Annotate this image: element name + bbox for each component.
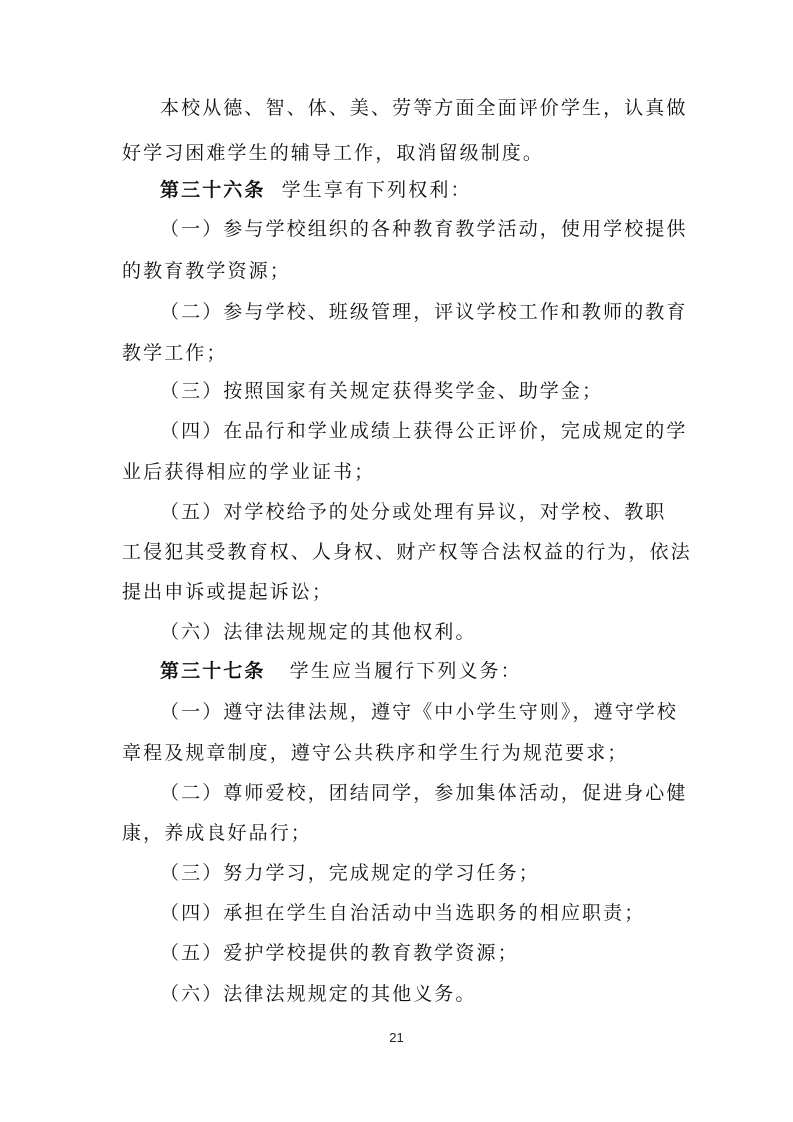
page-number: 21 [389, 1030, 404, 1045]
article-37-title: 学生应当履行下列义务： [289, 660, 522, 682]
article-37-line-7: （五）爱护学校提供的教育教学资源； [160, 942, 519, 964]
article-37-line-1: （一）遵守法律法规，遵守《中小学生守则》，遵守学校 [160, 701, 679, 723]
article-36-line-11: （六）法律法规规定的其他权利。 [160, 621, 477, 643]
article-36-line-10: 提出申诉或提起诉讼； [122, 581, 334, 603]
article-37-heading [160, 659, 522, 683]
article-37-line-6: （四）承担在学生自治活动中当选职务的相应职责； [160, 902, 646, 924]
article-36-title: 学生享有下列权利： [281, 179, 472, 201]
article-36-heading [160, 178, 472, 202]
article-36-line-9: 工侵犯其受教育权、人身权、财产权等合法权益的行为，依法 [122, 541, 692, 563]
article-36-line-7: 业后获得相应的学业证书； [122, 461, 376, 483]
article-36-line-5: （三）按照国家有关规定获得奖学金、助学金； [160, 380, 604, 402]
article-37-line-4: 康，养成良好品行； [122, 822, 312, 844]
article-37-line-3: （二）尊师爱校，团结同学，参加集体活动，促进身心健 [160, 782, 688, 804]
article-36-label: 第三十六条 [160, 179, 266, 201]
article-37-label: 第三十七条 [160, 660, 266, 682]
article-37-line-8: （六）法律法规规定的其他义务。 [160, 983, 477, 1005]
intro-line-1: 本校从德、智、体、美、劳等方面全面评价学生，认真做 [160, 97, 688, 119]
article-36-line-2: 的教育教学资源； [122, 260, 291, 282]
article-36-line-1: （一）参与学校组织的各种教育教学活动，使用学校提供 [160, 218, 688, 240]
article-36-line-3: （二）参与学校、班级管理，评议学校工作和教师的教育 [160, 301, 688, 323]
article-36-line-8: （五）对学校给予的处分或处理有异议，对学校、教职 [160, 501, 667, 523]
article-36-line-6: （四）在品行和学业成绩上获得公正评价，完成规定的学 [160, 420, 688, 442]
article-36-line-4: 教学工作； [122, 342, 228, 364]
article-37-line-5: （三）努力学习，完成规定的学习任务； [160, 862, 540, 884]
intro-line-2: 好学习困难学生的辅导工作，取消留级制度。 [122, 142, 545, 164]
article-37-line-2: 章程及规章制度，遵守公共秩序和学生行为规范要求； [122, 742, 629, 764]
